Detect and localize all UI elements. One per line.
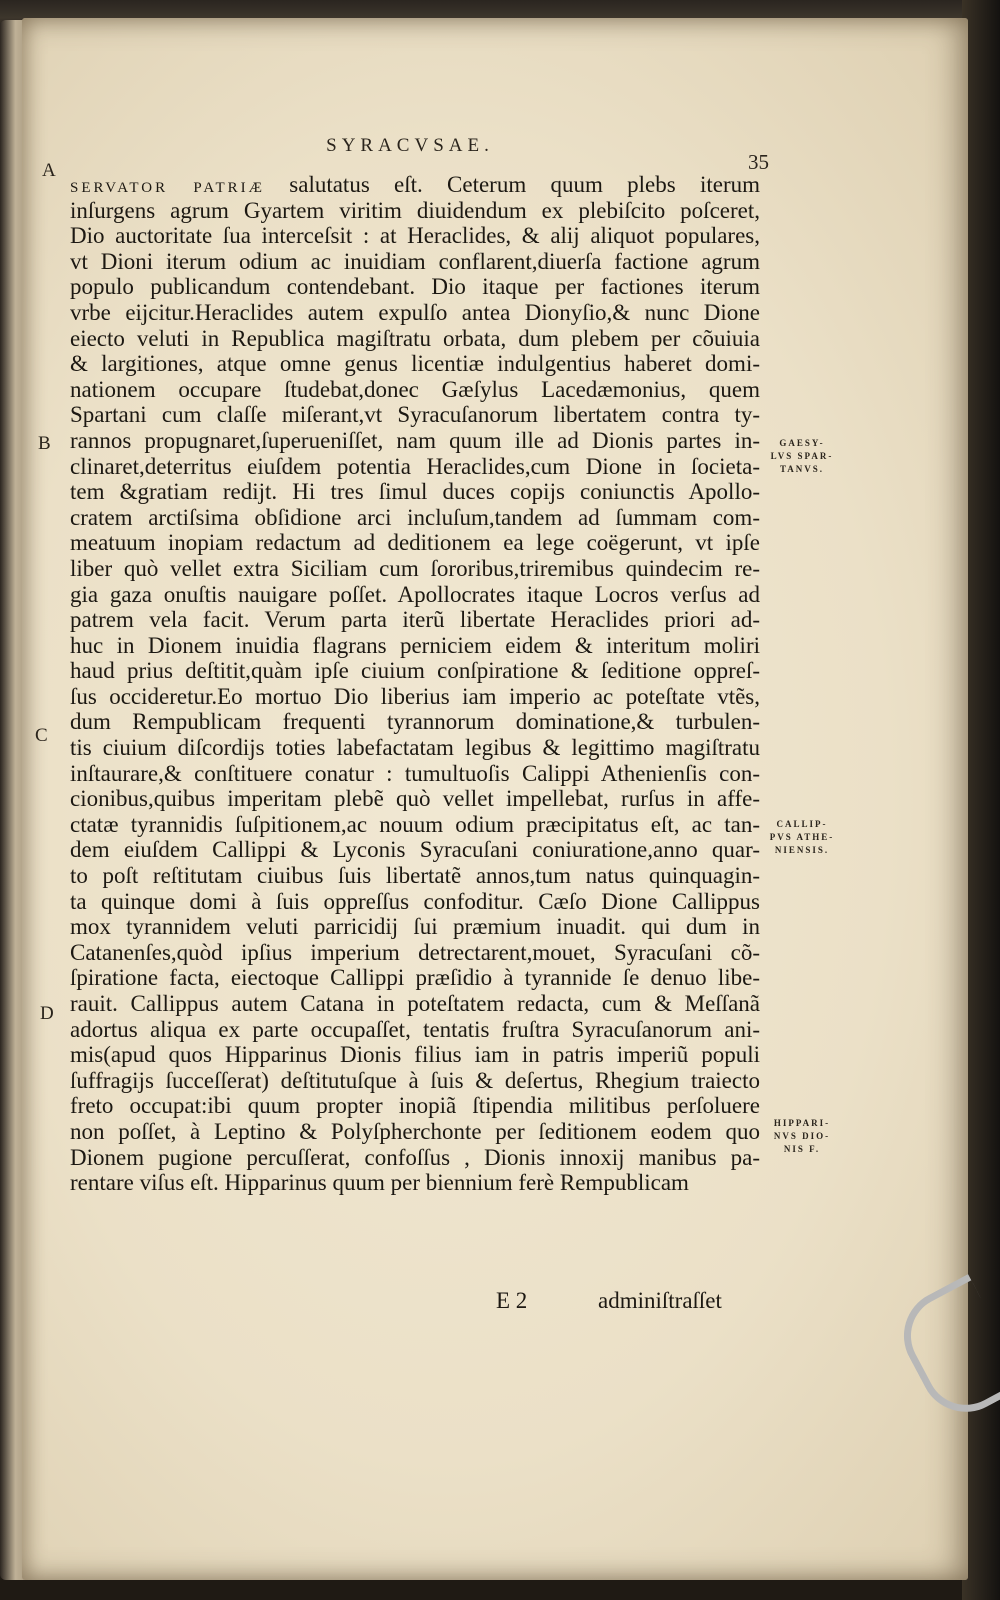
text-line: rauit. Callippus autem Catana in poteſtatem redacta, cum & Meſſanã xyxy=(70,991,760,1016)
text-line: Dio auctoritate ſua interceſsit : at Heraclides, & alij aliquot populares, xyxy=(70,223,760,249)
text-line: ctatæ tyrannidis ſuſpitionem,ac nouum odium præcipitatus eſt, ac tan- xyxy=(70,811,760,837)
side-note-callippus: CALLIP- PVS ATHE- NIENSIS. xyxy=(769,819,835,855)
text-line: rannos propugnaret,ſuperueniſſet, nam quum ille ad Dionis partes in- xyxy=(70,427,760,453)
side-note-gaesylus: GAESY- LVS SPAR- TANVS. xyxy=(770,438,834,474)
catchword: adminiſtraſſet xyxy=(598,1288,722,1313)
text-line: patrem vela facit. Verum parta iterũ libertate Heraclides priori ad- xyxy=(70,607,760,633)
text-line: dem eiuſdem Callippi & Lyconis Syracuſani coniuratione,anno quar- xyxy=(70,837,760,863)
text-line: inſurgens agrum Gyartem viritim diuidendum ex plebiſcito poſceret, xyxy=(70,197,760,223)
running-head: SYRACVSAE. xyxy=(326,135,494,156)
text-line: huc in Dionem inuidia flagrans perniciem eidem & interitum moliri xyxy=(70,632,760,658)
text-line: haud prius deſtitit,quàm ipſe ciuium conſpiratione & ſeditione oppreſ- xyxy=(70,658,760,684)
body-text xyxy=(70,172,760,1196)
text-line: mis(apud quos Hipparinus Dionis filius iam in patris imperiũ populi xyxy=(70,1042,760,1068)
text-line: populo publicandum contendebant. Dio itaque per factiones iterum xyxy=(70,274,760,300)
signature-mark: E 2 xyxy=(496,1288,528,1313)
text-line: & largitiones, atque omne genus licentiæ indulgentius haberet domi- xyxy=(70,351,760,377)
text-line: cratem arctiſsima obſidione arci incluſum,tandem ad ſummam com- xyxy=(70,504,760,530)
text-line: vrbe eijcitur.Heraclides autem expulſo antea Dionyſio,& nunc Dione xyxy=(70,299,760,325)
section-marker-c: C xyxy=(35,725,48,746)
text-line: meatuum inopiam redactum ad deditionem ea lege coëgerunt, vt ipſe xyxy=(70,530,760,556)
text-line: tem &gratiam redijt. Hi tres ſimul duces copijs coniunctis Apollo- xyxy=(70,479,760,505)
text-line: to poſt reſtitutam ciuibus ſuis libertatẽ annos,tum natus quinquagin- xyxy=(70,863,760,889)
page-number: 35 xyxy=(748,150,769,174)
text-line: dum Rempublicam frequenti tyrannorum dominatione,& turbulen- xyxy=(70,709,760,735)
text-line: mox tyrannidem veluti parricidij ſui præmium inuadit. qui dum in xyxy=(70,914,760,940)
text-line: non poſſet, à Leptino & Polyſpherchonte per ſeditionem eodem quo xyxy=(70,1118,760,1144)
text-line: Spartani cum claſſe miſerant,vt Syracuſanorum libertatem contra ty- xyxy=(70,402,760,428)
side-note-hipparinus: HIPPARI- NVS DIO- NIS F. xyxy=(773,1118,831,1154)
text-line: nationem occupare ſtudebat,donec Gæſylus Lacedæmonius, quem xyxy=(70,376,760,402)
section-marker-d: D xyxy=(40,1003,54,1024)
text-line: rentare viſus eſt. Hipparinus quum per biennium ferè Rempublicam xyxy=(70,1170,689,1196)
text-line: ſus occideretur.Eo mortuo Dio liberius iam imperio ac poteſtate vtẽs, xyxy=(70,683,760,709)
section-marker-a: A xyxy=(42,160,56,181)
small-caps-lead: SERVATOR PATRIÆ xyxy=(70,180,266,196)
text-line: tis ciuium diſcordijs toties labefactatam legibus & legittimo magiſtratu xyxy=(70,735,760,761)
text-line: freto occupat:ibi quum propter inopiã ſtipendia militibus perſoluere xyxy=(70,1093,760,1119)
text-line: liber quò vellet extra Siciliam cum ſororibus,triremibus quindecim re- xyxy=(70,555,760,581)
text-line: vt Dioni iterum odium ac inuidiam conflarent,diuerſa factione agrum xyxy=(70,248,760,274)
text-line: gia gaza onuſtis nauigare poſſet. Apollocrates itaque Locros verſus ad xyxy=(70,581,760,607)
text-line: clinaret,deterritus eiuſdem potentia Heraclides,cum Dione in ſocieta- xyxy=(70,453,760,479)
text-line: ta quinque domi à ſuis oppreſſus confoditur. Cæſo Dione Callippus xyxy=(70,888,760,914)
text-line: SERVATOR PATRIÆ salutatus eſt. Ceterum quum plebs iterum xyxy=(70,172,760,197)
text-line: cionibus,quibus imperitam plebẽ quò vellet impellebat, rurſus in affe- xyxy=(70,786,760,812)
text-line: adortus aliqua ex parte occupaſſet, tentatis fruſtra Syracuſanorum ani- xyxy=(70,1016,760,1042)
text-line: inſtaurare,& conſtituere conatur : tumultuoſis Calippi Athenienſis con- xyxy=(70,760,760,786)
text-line: eiecto veluti in Republica magiſtratu orbata, dum plebem per cõuiuia xyxy=(70,325,760,351)
text-line: Dionem pugione percuſſerat, confoſſus , Dionis innoxij manibus pa- xyxy=(70,1144,760,1170)
text-line: ſuffragijs ſucceſſerat) deſtitutuſque à ſuis & deſertus, Rhegium traiecto xyxy=(70,1067,760,1093)
text-line: Catanenſes,quòd ipſius imperium detrectarent,mouet, Syracuſani cõ- xyxy=(70,939,760,965)
text-line: ſpiratione facta, eiectoque Callippi præſidio à tyrannide ſe denuo libe- xyxy=(70,965,760,991)
section-marker-b: B xyxy=(38,433,51,454)
